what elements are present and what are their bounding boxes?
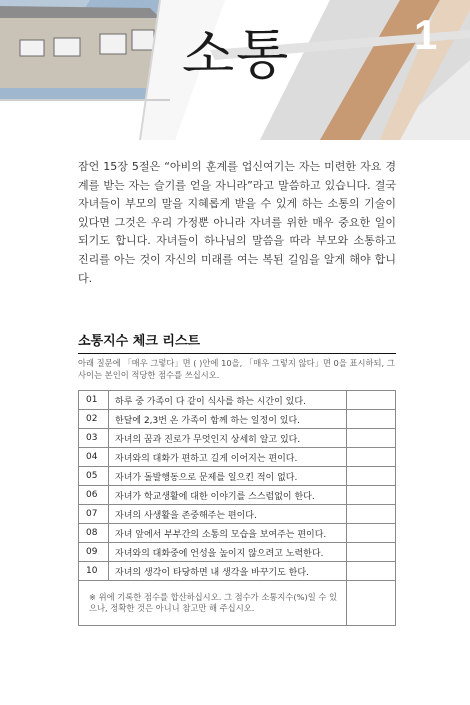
intro-paragraph: 잠언 15장 5절은 “아비의 훈계를 업신여기는 자는 미련한 자요 경계를 받는 자는 슬기를 얻을 자니라”라고 말씀하고 있습니다. 결국 자녀들이 부모의 말을 지혜롭게 받을 수 있게 하는 소통의 기술이 있다면 그것은 우리 가정뿐 아니라 자녀를 위한 매우 중요한 일이 되기도 합니다. 자녀들이 하나님의 말씀을 따라 부모와 소통하고 진리를 아는 것이 자신의 미래를 여는 복된 길임을 알게 해야 합니다. xyxy=(78,160,396,285)
total-note: ※ 위에 기록한 점수를 합산하십시오. 그 점수가 소통지수(%)일 수 있으나, 정확한 것은 아니니 참고만 해 주십시오. xyxy=(79,581,347,626)
item-text: 자녀와의 대화가 편하고 길게 이어지는 편이다. xyxy=(109,448,347,467)
item-number: 08 xyxy=(79,524,109,543)
table-row xyxy=(79,448,396,467)
page-title: 소통 xyxy=(182,23,291,86)
item-text: 자녀 앞에서 부부간의 소통의 모습을 보여주는 편이다. xyxy=(109,524,347,543)
score-cell[interactable] xyxy=(347,505,396,524)
score-cell[interactable] xyxy=(347,543,396,562)
table-row xyxy=(79,543,396,562)
chapter-number: 1 xyxy=(414,11,438,58)
item-text: 자녀의 사생활을 존중해주는 편이다. xyxy=(109,505,347,524)
item-text: 자녀의 꿈과 진로가 무엇인지 상세히 알고 있다. xyxy=(109,429,347,448)
total-row xyxy=(79,581,396,626)
total-score-cell[interactable] xyxy=(347,581,396,626)
table-row xyxy=(79,467,396,486)
item-number: 09 xyxy=(79,543,109,562)
item-text: 자녀가 학교생활에 대한 이야기를 스스럼없이 한다. xyxy=(109,486,347,505)
table-row xyxy=(79,429,396,448)
score-cell[interactable] xyxy=(347,391,396,410)
checklist-instructions: 아래 질문에 「매우 그렇다」면 ( )안에 10을, 「매우 그렇지 않다」면 0을 표시하되, 그 사이는 본인이 적당한 점수를 쓰십시오. xyxy=(78,358,395,380)
table-row xyxy=(79,391,396,410)
table-row xyxy=(79,562,396,581)
score-cell[interactable] xyxy=(347,486,396,505)
item-number: 01 xyxy=(79,391,109,410)
score-cell[interactable] xyxy=(347,410,396,429)
checklist-table xyxy=(78,390,396,626)
item-number: 04 xyxy=(79,448,109,467)
item-number: 02 xyxy=(79,410,109,429)
item-number: 06 xyxy=(79,486,109,505)
item-number: 03 xyxy=(79,429,109,448)
table-row xyxy=(79,505,396,524)
score-cell[interactable] xyxy=(347,429,396,448)
item-text: 자녀와의 대화중에 언성을 높이지 않으려고 노력한다. xyxy=(109,543,347,562)
item-number: 05 xyxy=(79,467,109,486)
item-text: 자녀가 돌발행동으로 문제를 일으킨 적이 없다. xyxy=(109,467,347,486)
score-cell[interactable] xyxy=(347,524,396,543)
checklist-heading: 소통지수 체크 리스트 xyxy=(78,330,396,354)
table-row xyxy=(79,524,396,543)
hero-image xyxy=(0,0,470,140)
table-row xyxy=(79,410,396,429)
score-cell[interactable] xyxy=(347,448,396,467)
table-row xyxy=(79,486,396,505)
score-cell[interactable] xyxy=(347,467,396,486)
item-text: 자녀의 생각이 타당하면 내 생각을 바꾸기도 한다. xyxy=(109,562,347,581)
item-text: 하루 중 가족이 다 같이 식사를 하는 시간이 있다. xyxy=(109,391,347,410)
item-number: 10 xyxy=(79,562,109,581)
item-number: 07 xyxy=(79,505,109,524)
item-text: 한달에 2,3번 온 가족이 함께 하는 일정이 있다. xyxy=(109,410,347,429)
score-cell[interactable] xyxy=(347,562,396,581)
